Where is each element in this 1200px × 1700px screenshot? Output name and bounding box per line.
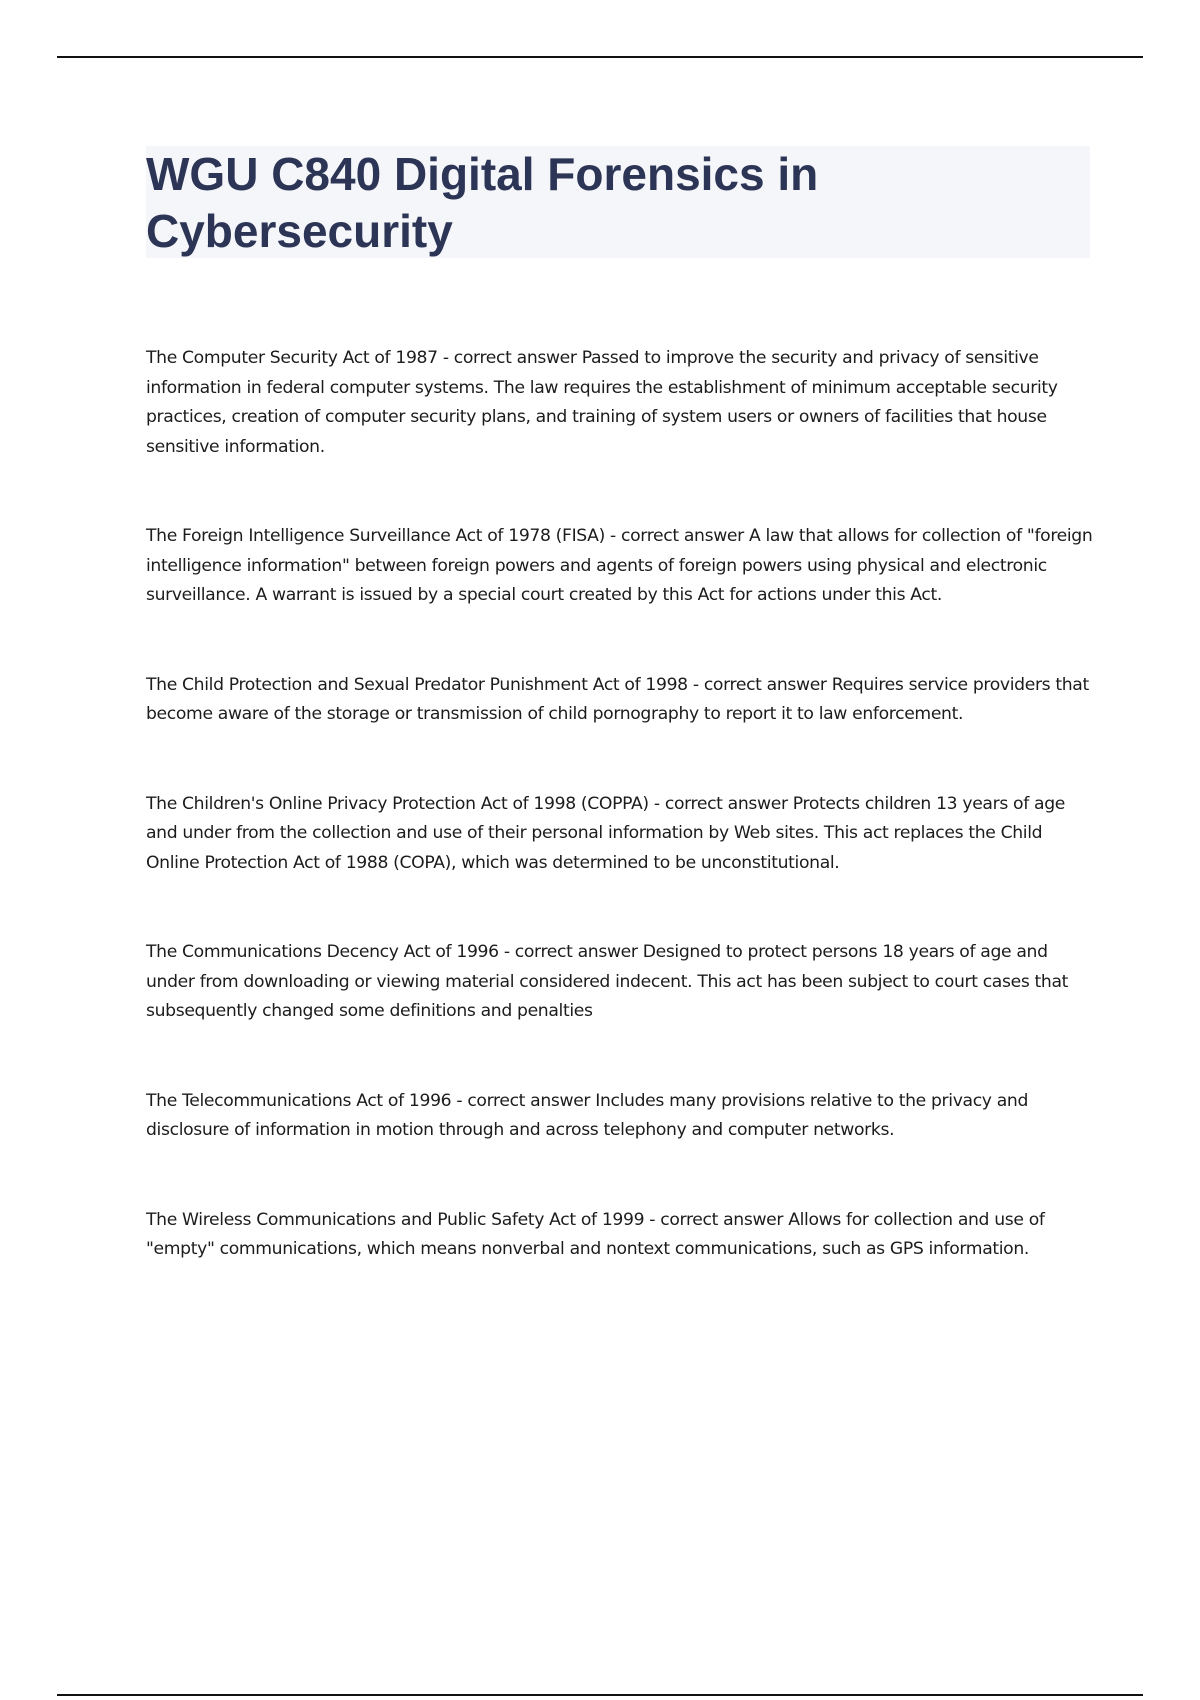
entry-telecommunications-act: The Telecommunications Act of 1996 - correct answer Includes many provisions relative to the privacy and disclosure of information in motion through and across telephony and computer networks.: [146, 1090, 1029, 1140]
entry-communications-decency-act: The Communications Decency Act of 1996 - correct answer Designed to protect persons 18 years of age and under from downloading or viewing material considered indecent. This act has been subject to court cases that subsequently changed some definitions and penalties: [146, 942, 1069, 1021]
document-title: WGU C840 Digital Forensics in Cybersecurity: [146, 148, 819, 257]
bottom-divider: [57, 1694, 1143, 1696]
entry-computer-security-act: The Computer Security Act of 1987 - correct answer Passed to improve the security and privacy of sensitive information in federal computer systems. The law requires the establishment of minimum acceptable security practices, creation of computer security plans, and training of system users or owners of facilities that house sensitive information.: [146, 348, 1058, 457]
top-divider: [57, 56, 1143, 58]
entry-child-protection-act: The Child Protection and Sexual Predator Punishment Act of 1998 - correct answer Requires service providers that become aware of the storage or transmission of child pornography to report it to law enforcement.: [146, 674, 1089, 724]
entry-coppa: The Children's Online Privacy Protection Act of 1998 (COPPA) - correct answer Protects children 13 years of age and under from the collection and use of their personal information by Web sites. This act replaces the Child Online Protection Act of 1988 (COPA), which was determined to be unconstitutional.: [146, 793, 1065, 873]
entry-list: [146, 344, 1094, 1265]
entry-wireless-communications-act: The Wireless Communications and Public Safety Act of 1999 - correct answer Allows for collection and use of "empty" communications, which means nonverbal and nontext communications, such as GPS information.: [146, 1209, 1045, 1259]
title-banner: [146, 146, 1090, 258]
entry-fisa: The Foreign Intelligence Surveillance Act of 1978 (FISA) - correct answer A law that allows for collection of "foreign intelligence information" between foreign powers and agents of foreign powers using physical and electronic surveillance. A warrant is issued by a special court created by this Act for actions under this Act.: [146, 526, 1093, 605]
